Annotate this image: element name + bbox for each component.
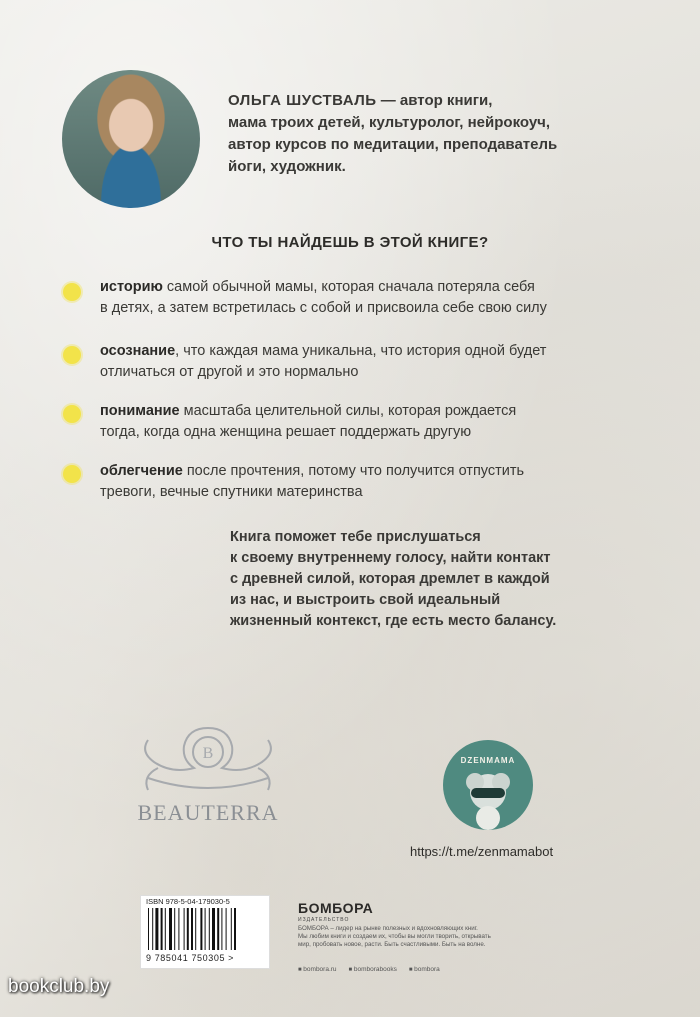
publisher-desc-line: Мы любим книги и создаем их, чтобы вы могли творить, открывать xyxy=(298,933,491,940)
barcode-bars xyxy=(148,908,262,950)
item-keyword: облегчение xyxy=(100,463,183,479)
item-keyword: осознание xyxy=(100,343,176,359)
bullet-dot-icon xyxy=(63,405,81,423)
svg-text:B: B xyxy=(202,745,214,762)
summary-line: Книга поможет тебе прислушаться xyxy=(230,529,481,545)
social-website[interactable]: ■ bombora.ru xyxy=(298,966,337,973)
item-text: отличаться от другой и это нормально xyxy=(100,364,359,380)
item-text: , что каждая мама уникальна, что история одной будет xyxy=(175,343,547,359)
item-text: самой обычной мамы, которая сначала потеряла себя xyxy=(162,279,535,295)
section-heading: ЧТО ТЫ НАЙДЕШЬ В ЭТОЙ КНИГЕ? xyxy=(211,234,489,251)
social-instagram[interactable]: ■ bomborabooks xyxy=(349,966,397,973)
bio-line-1: — автор книги, xyxy=(376,92,493,109)
item-keyword: понимание xyxy=(100,403,180,419)
barcode-digits: 9 785041 750305 > xyxy=(146,953,235,963)
author-name: ОЛЬГА ШУСТВАЛЬ xyxy=(228,92,377,109)
item-text: тревоги, вечные спутники материнства xyxy=(100,484,363,500)
beauterra-wordmark: BEAUTERRA xyxy=(137,800,279,825)
author-bio xyxy=(228,90,668,178)
summary-line: из нас, и выстроить свой идеальный xyxy=(230,592,501,608)
publisher-desc-line: БОМБОРА – лидер на рынке полезных и вдохновляющих книг. xyxy=(298,925,478,932)
summary-line: к своему внутреннему голосу, найти контакт xyxy=(230,550,551,566)
list-item xyxy=(100,401,660,443)
item-text: масштаба целительной силы, которая рождается xyxy=(179,403,517,419)
list-item xyxy=(100,277,660,319)
summary-line: жизненный контекст, где есть место балансу. xyxy=(230,613,557,629)
bullet-dot-icon xyxy=(63,346,81,364)
site-watermark: bookclub.by xyxy=(8,976,110,997)
item-text: тогда, когда одна женщина решает поддержать другую xyxy=(100,424,472,440)
bio-line-3: автор курсов по медитации, преподаватель xyxy=(228,136,558,153)
publisher-desc-line: мир, пробовать новое, расти. Быть счастливыми. Быть на волне. xyxy=(298,941,486,948)
publisher-subtitle: ИЗДАТЕЛЬСТВО xyxy=(298,917,350,923)
zenmama-label: DZENMAMA xyxy=(460,756,516,765)
list-item xyxy=(100,341,660,383)
bullet-dot-icon xyxy=(63,283,81,301)
bio-line-4: йоги, художник. xyxy=(228,158,346,175)
bullet-dot-icon xyxy=(63,465,81,483)
item-text: в детях, а затем встретилась с собой и присвоила себе свою силу xyxy=(100,300,547,316)
book-summary xyxy=(230,527,650,632)
isbn-number: ISBN 978-5-04-179030-5 xyxy=(146,897,230,906)
zenmama-logo xyxy=(443,740,533,830)
zenmama-link[interactable]: https://t.me/zenmamabot xyxy=(410,844,554,859)
bio-line-2: мама троих детей, культуролог, нейрокоуч, xyxy=(228,114,551,131)
publisher-logo: БОМБОРА xyxy=(298,900,374,916)
list-item xyxy=(100,461,660,503)
publisher-socials xyxy=(298,966,440,973)
item-keyword: историю xyxy=(100,279,163,295)
summary-line: с древней силой, которая дремлет в каждой xyxy=(230,571,550,587)
item-text: после прочтения, потому что получится отпустить xyxy=(182,463,525,479)
publisher-description xyxy=(298,925,583,949)
social-vk[interactable]: ■ bombora xyxy=(409,966,440,973)
author-photo xyxy=(62,70,200,208)
